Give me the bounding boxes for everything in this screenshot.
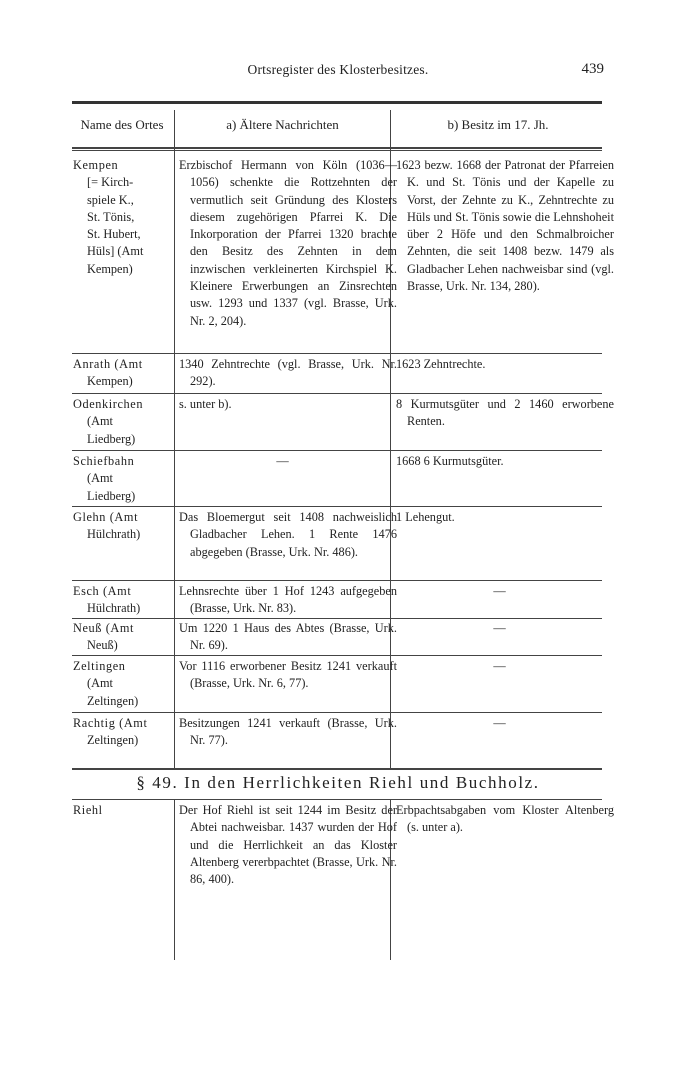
older-records-cell: Der Hof Riehl ist seit 1244 im Besitz der Abtei nachweisbar. 1437 wurden der Hof und die Herrlichkeit an das Kloster Altenberg vererbpachtet (Brasse, Urk. Nr. 86, 400). [179,803,397,887]
header-double-rule [72,150,602,151]
possession-17th-century-cell: 1668 6 Kurmutsgüter. [396,454,504,468]
section-column-divider-1 [174,800,175,960]
column-divider-1 [174,110,175,768]
older-records-cell: Um 1220 1 Haus des Abtes (Brasse, Urk. Nr. 69). [179,621,397,653]
place-name: Anrath (Amt Kempen) [73,357,143,389]
table-top-rule [72,101,602,104]
possession-17th-century-cell: 1623 bezw. 1668 der Patronat der Pfarreien K. und St. Tönis und der Kapelle zu Vorst, der Zehnte zu K., Zehntrechte zu Hüls und St. Tönis sowie die Lehnshoheit über 2 Höfe und den Schmalbroicher Zehnten, die seit 1408 bezw. 1479 als Gladbacher Lehen nachweisbar sind (vgl. Brasse, Urk. Nr. 134, 280). [396,158,614,294]
possession-17th-century-cell: — [493,659,506,673]
older-records-cell: Das Bloemergut seit 1408 nachweislich Gladbacher Lehen. 1 Rente 1476 abgegeben (Brasse, Urk. Nr. 486). [179,510,397,559]
place-name: Neuß (Amt Neuß) [73,621,135,653]
row-separator [72,506,602,507]
row-separator [72,655,602,656]
older-records-cell: — [276,454,289,468]
older-records-cell: Besitzungen 1241 verkauft (Brasse, Urk. Nr. 77). [179,716,397,748]
table-bottom-rule [72,768,602,770]
row-separator [72,353,602,354]
column-header-17th-century: b) Besitz im 17. Jh. [447,117,549,132]
section-heading: § 49. In den Herrlichkeiten Riehl und Buchholz. [136,773,540,792]
row-separator [72,450,602,451]
possession-17th-century-cell: — [493,716,506,730]
place-name: Odenkirchen (Amt Liedberg) [73,397,144,446]
row-separator [72,618,602,619]
older-records-cell: Vor 1116 erworbener Besitz 1241 verkauft (Brasse, Urk. Nr. 6, 77). [179,659,397,691]
page-number: 439 [581,61,604,77]
column-header-name: Name des Ortes [80,117,164,132]
running-title: Ortsregister des Klosterbesitzes. [247,62,429,77]
place-name: Rachtig (Amt Zeltingen) [73,716,148,748]
possession-17th-century-cell: — [493,584,506,598]
possession-17th-century-cell: Erbpachtsabgaben vom Kloster Altenberg (s. unter a). [396,803,614,835]
column-header-older: a) Ältere Nachrichten [226,117,339,132]
place-name: Schiefbahn (Amt Liedberg) [73,454,136,503]
place-name: Riehl [73,803,103,817]
place-name: Kempen [= Kirch- spiele K., St. Tönis, St. Hubert, Hüls] (Amt Kempen) [73,158,144,276]
place-name: Glehn (Amt Hülchrath) [73,510,141,542]
older-records-cell: Erzbischof Hermann von Köln (1036—1056) schenkte die Rottzehnten der vermutlich seit Gründung des Klosters diesem zugehörigen Pfarrei K. Die Inkorporation der Pfarrei 1320 brachte den Besitz des Zehnten in dem inzwischen verkleinerten Kirchspiel K. Kleinere Erwerbungen an Zinsrechten usw. 1293 und 1337 (vgl. Brasse, Urk. Nr. 2, 204). [179,158,397,328]
older-records-cell: s. unter b). [179,397,232,411]
place-name: Esch (Amt Hülchrath) [73,584,141,616]
row-separator [72,393,602,394]
page-header [72,62,604,82]
place-name: Zeltingen (Amt Zeltingen) [73,659,139,708]
older-records-cell: Lehnsrechte über 1 Hof 1243 aufgegeben (Brasse, Urk. Nr. 83). [179,584,397,616]
header-bottom-rule [72,147,602,149]
possession-17th-century-cell: — [493,621,506,635]
possession-17th-century-cell: 1 Lehengut. [396,510,455,524]
section-table-top-rule [72,799,602,800]
row-separator [72,580,602,581]
possession-17th-century-cell: 1623 Zehntrechte. [396,357,486,371]
older-records-cell: 1340 Zehntrechte (vgl. Brasse, Urk. Nr. 292). [179,357,397,389]
possession-17th-century-cell: 8 Kurmutsgüter und 2 1460 erworbene Renten. [396,397,614,429]
row-separator [72,712,602,713]
